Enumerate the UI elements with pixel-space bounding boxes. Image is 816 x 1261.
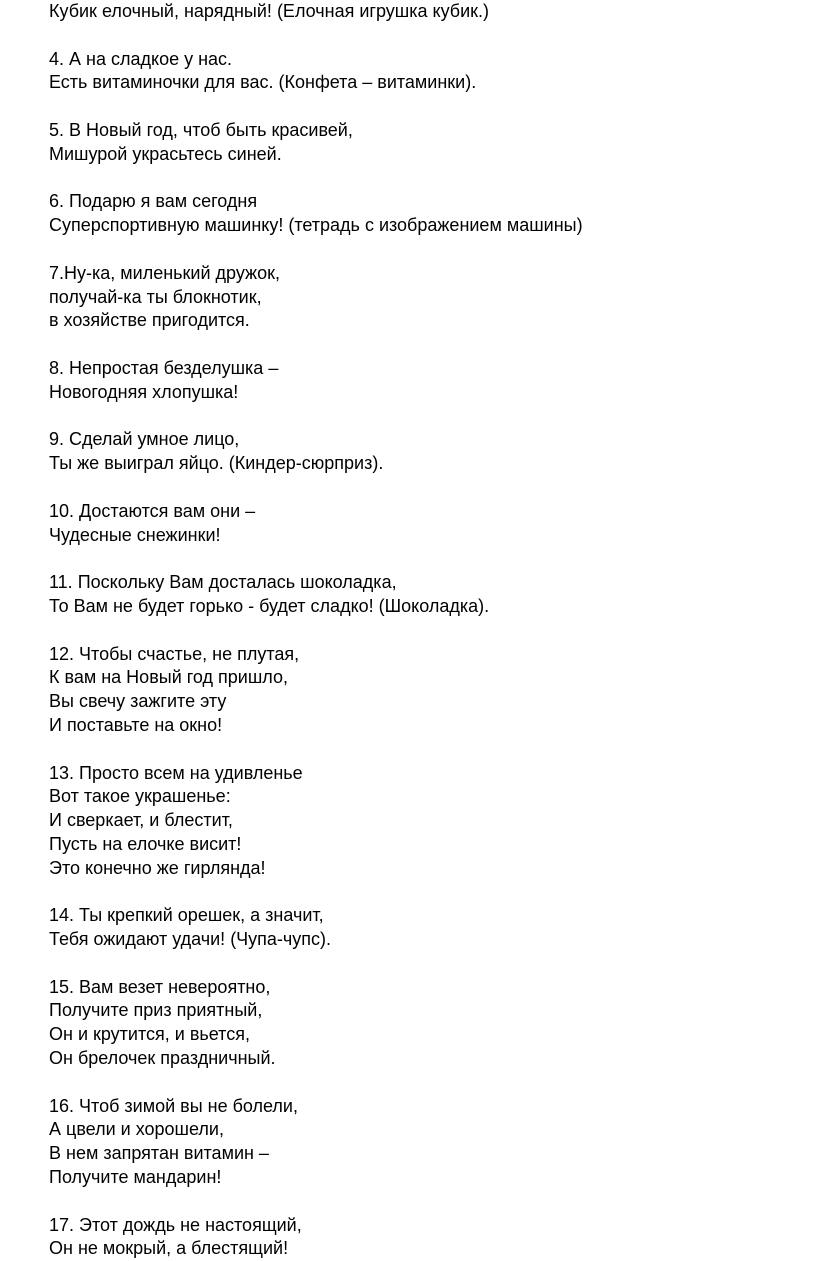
text-segment: зажгите эту [125,691,227,712]
stanza-15 [49,1214,789,1261]
text-segment: Он не мокрый, а блестящий! [49,1238,289,1259]
text-segment: Мишурой [49,143,128,164]
stanza-8 [49,500,789,548]
text-line [49,1095,789,1119]
text-line [49,214,789,238]
text-segment: Получите [49,1167,134,1188]
text-segment: мандарин! [133,1167,222,1188]
stanza-14 [49,1095,789,1190]
stanza-2 [49,48,789,96]
stanza-4 [49,190,789,238]
stanza-gap [49,619,789,643]
text-segment: К вам на Новый год пришло, [49,667,289,688]
text-segment: 16. Чтоб зимой вы не болели, [49,1095,298,1116]
text-segment: ты блокнотик, [146,286,262,307]
text-line [49,976,789,1000]
text-segment: И сверкает, и блестит, [49,810,233,831]
text-segment: праздничный. [155,1048,276,1069]
stanza-gap [49,952,789,976]
stanza-gap [49,405,789,429]
stanza-6 [49,357,789,405]
text-segment: 14. Ты крепкий орешек, а значит, [49,905,324,926]
text-line [49,428,789,452]
text-line [49,809,789,833]
text-segment: (Конфета – витаминки). [278,72,477,93]
text-line [49,714,789,738]
text-line [49,595,789,619]
text-line [49,357,789,381]
stanza-gap [49,547,789,571]
text-segment: Получите приз приятный, [49,1000,263,1021]
stanza-1 [49,0,789,24]
stanza-gap [49,1190,789,1214]
text-segment: Пусть на елочке висит! [49,833,242,854]
text-segment: Это конечно же [49,857,184,878]
stanza-gap [49,95,789,119]
stanza-13 [49,976,789,1071]
text-segment: не настоящий, [175,1214,302,1235]
text-line [49,452,789,476]
text-segment: Есть витаминочки для вас. [49,72,279,93]
text-segment: А цвели и хорошели, [49,1119,224,1140]
text-segment: Чудесные снежинки! [49,524,221,545]
text-segment: 15. Вам везет невероятно, [49,976,271,997]
text-line [49,143,789,167]
stanza-gap [49,880,789,904]
text-segment: Вот такое украшенье: [49,786,231,807]
text-segment: То Вам не будет горько - будет сладко! [49,595,379,616]
text-line [49,690,789,714]
text-segment: свечу [78,691,126,712]
text-line [49,524,789,548]
text-segment: Новогодняя [49,381,153,402]
stanza-gap [49,24,789,48]
text-segment: Суперспортивную машинку! (тетрадь с изображением машины) [49,215,583,236]
stanza-gap [49,238,789,262]
text-segment: 11. Поскольку Вам досталась шоколадка, [49,572,397,593]
text-segment: украсьтесь синей. [127,143,282,164]
text-line [49,500,789,524]
stanza-gap [49,333,789,357]
text-segment: (Елочная игрушка кубик.) [276,1,489,21]
text-segment: елочный, нарядный! [96,1,277,21]
text-line [49,999,789,1023]
text-line [49,71,789,95]
stanza-gap [49,167,789,191]
text-line [49,643,789,667]
text-segment: 7.Ну-ка, миленький дружок, [49,262,280,283]
stanza-5 [49,262,789,333]
text-line [49,1118,789,1142]
text-line [49,928,789,952]
text-segment: 9. Сделай умное лицо, [49,429,240,450]
text-segment: Он и крутится, и вьется, [49,1024,250,1045]
text-segment: хлопушка! [152,381,239,402]
text-line [49,119,789,143]
text-segment: (Киндер-сюрприз). [228,453,384,474]
stanza-12 [49,904,789,952]
text-segment: 5. В Новый год, чтоб быть красивей, [49,119,353,140]
text-line [49,262,789,286]
text-line [49,571,789,595]
stanza-10 [49,643,789,738]
text-segment: в хозяйстве пригодится. [49,310,250,331]
text-segment: 12. Чтобы счастье, не плутая, [49,643,300,664]
text-segment: дождь [122,1214,176,1235]
text-segment: Он [49,1048,78,1069]
text-segment: получай-ка [49,286,147,307]
text-segment: Вы [49,691,79,712]
text-line [49,0,789,24]
text-line [49,48,789,72]
text-line [49,785,789,809]
text-segment: гирлянда! [183,857,266,878]
text-line [49,1237,789,1261]
text-line [49,1142,789,1166]
text-line [49,904,789,928]
text-segment: (Шоколадка). [378,595,490,616]
text-line [49,190,789,214]
text-line [49,833,789,857]
stanza-gap [49,476,789,500]
text-line [49,1047,789,1071]
text-segment: И поставьте на окно! [49,714,223,735]
stanza-3 [49,119,789,167]
text-segment: 6. Подарю я вам сегодня [49,191,258,212]
text-segment: Кубик [49,1,97,21]
text-line [49,1023,789,1047]
text-segment: 8. Непростая безделушка – [49,357,279,378]
text-line [49,309,789,333]
stanza-7 [49,428,789,476]
text-line [49,381,789,405]
stanza-11 [49,762,789,881]
text-line [49,857,789,881]
text-line [49,1214,789,1238]
stanza-gap [49,1071,789,1095]
text-segment: брелочек [77,1048,156,1069]
text-segment: 10. Достаются вам они – [49,500,256,521]
text-line [49,762,789,786]
text-line [49,666,789,690]
stanza-9 [49,571,789,619]
stanza-gap [49,738,789,762]
text-segment: 4. А на сладкое у нас. [49,48,233,69]
text-segment: Ты же выиграл яйцо. [49,453,229,474]
document-page [49,0,789,1261]
text-segment: 13. Просто всем на удивленье [49,762,303,783]
text-segment: Тебя ожидают удачи! [49,929,231,950]
text-line [49,1166,789,1190]
text-segment: (Чупа-чупс). [230,929,332,950]
text-segment: 17. Этот [49,1214,123,1235]
text-segment: В нем запрятан витамин – [49,1143,269,1164]
text-line [49,286,789,310]
